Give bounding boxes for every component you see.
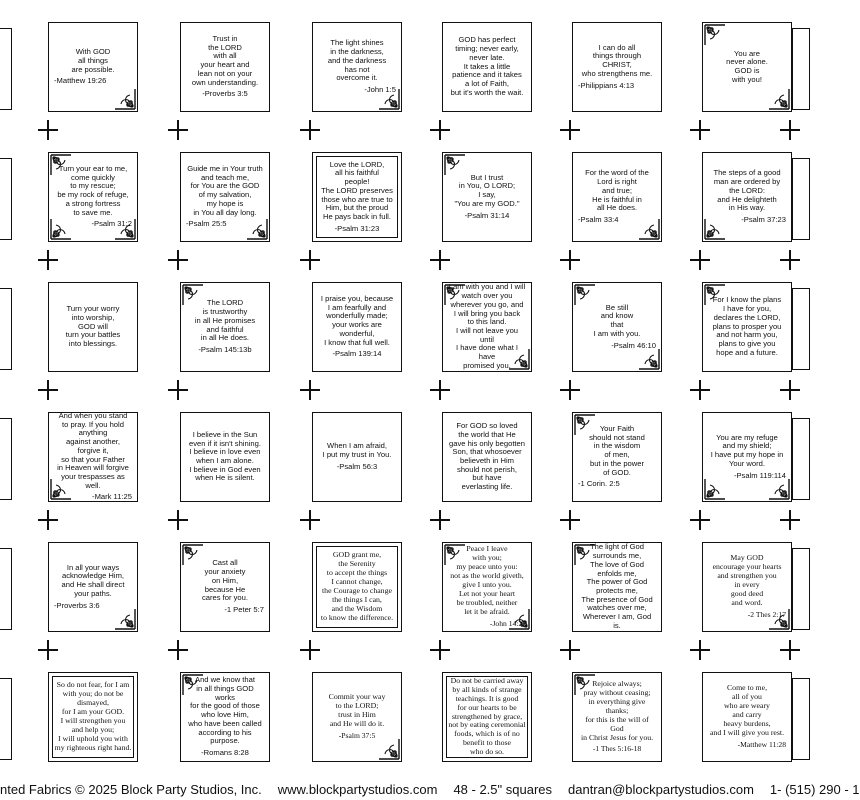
plus-mark-icon <box>560 510 580 530</box>
verse-text: Guide me in Your truth and teach me, for You are the GOD of my salvation, my hope is in You all day long. <box>187 163 263 217</box>
plus-mark-icon <box>168 120 188 140</box>
verse-reference: -1 Thes 5:16-18 <box>592 744 642 754</box>
scripture-square <box>312 152 402 242</box>
scripture-square <box>312 282 402 372</box>
square-frame <box>312 672 402 762</box>
verse-text: For the word of the Lord is right and true; He is faithful in all He does. <box>585 168 649 213</box>
verse-text: Do not be carried away by all kinds of strange teachings. It is good for our hearts to be strengthened by grace, not by eating ceremonial foods, which is of no benefit to those who do so. <box>448 675 526 757</box>
scripture-square <box>702 672 792 762</box>
square-frame <box>48 22 138 112</box>
plus-mark-icon <box>430 380 450 400</box>
square-frame <box>312 282 402 372</box>
plus-mark-icon <box>780 120 800 140</box>
verse-text: The LORD is trustworthy in all He promises and faithful in all He does. <box>194 298 256 343</box>
verse-text: I am with you and I will watch over you wherever you go, and I will bring you back to this land. I will not leave you until I have done what I have promised you. <box>448 282 526 370</box>
square-frame <box>48 282 138 372</box>
scripture-square <box>180 152 270 242</box>
square-frame <box>180 412 270 502</box>
square-frame <box>572 282 662 372</box>
square-frame <box>442 412 532 502</box>
square-frame <box>572 542 662 632</box>
verse-text: Commit your way to the LORD; trust in Him and He will do it. <box>328 692 386 729</box>
edge-square-partial <box>0 288 12 370</box>
scripture-square <box>180 412 270 502</box>
verse-reference: -John 1:5 <box>364 84 396 94</box>
square-frame <box>702 22 792 112</box>
scripture-square <box>702 282 792 372</box>
verse-text: The light shines in the darkness, and the darkness has not overcome it. <box>327 38 387 83</box>
verse-reference: -Philippians 4:13 <box>578 80 635 90</box>
verse-text: So do not fear, for I am with you; do not be dismayed, for I am your GOD. I will strengthen you and help you; I will uphold you with my righteous right hand. <box>54 680 132 752</box>
verse-reference: -Psalm 31:2 <box>91 219 132 229</box>
verse-text: GOD has perfect timing; never early, never late. It takes a little patience and it takes a lot of Faith, but it's worth the wait. <box>450 35 524 97</box>
edge-square-partial <box>792 678 810 760</box>
plus-mark-icon <box>168 380 188 400</box>
scripture-square <box>442 22 532 112</box>
verse-text: Rejoice always; pray without ceasing; in everything give thanks; for this is the will of God in Christ Jesus for you. <box>580 678 654 742</box>
verse-text: Cast all your anxiety on Him, because He cares for you. <box>201 558 248 603</box>
verse-reference: -Psalm 139:14 <box>332 349 382 359</box>
plus-mark-icon <box>690 510 710 530</box>
verse-text: The steps of a good man are ordered by the LORD: and He delighteth in His way. <box>713 168 781 213</box>
verse-reference: -1 Corin. 2:5 <box>578 479 620 489</box>
verse-reference: -Matthew 19:26 <box>54 76 107 86</box>
verse-text: Your Faith should not stand in the wisdom of men, but in the power of GOD. <box>589 423 645 477</box>
verse-text: With GOD all things are possible. <box>71 47 115 74</box>
scripture-square <box>312 412 402 502</box>
plus-mark-icon <box>168 640 188 660</box>
verse-reference: -John 14:27 <box>489 618 526 628</box>
plus-mark-icon <box>168 250 188 270</box>
plus-mark-icon <box>690 250 710 270</box>
verse-reference: -Psalm 31:23 <box>334 223 380 233</box>
phone-text: 1- (515) 290 - 1 <box>769 782 860 797</box>
scripture-square <box>312 22 402 112</box>
verse-reference: -Psalm 25:5 <box>186 219 227 229</box>
square-frame <box>48 542 138 632</box>
plus-mark-icon <box>300 510 320 530</box>
square-frame <box>48 412 138 502</box>
plus-mark-icon <box>38 380 58 400</box>
plus-mark-icon <box>560 250 580 270</box>
square-frame <box>572 22 662 112</box>
square-frame <box>702 672 792 762</box>
verse-text: But I trust in You, O LORD; I say, "You are my GOD." <box>454 172 520 208</box>
square-frame <box>572 412 662 502</box>
plus-mark-icon <box>560 120 580 140</box>
square-frame <box>572 152 662 242</box>
plus-mark-icon <box>780 510 800 530</box>
verse-text: Peace I leave with you; my peace unto you: not as the world giveth, give I unto you. Let not your heart be troubled, neither let it be afraid. <box>450 544 524 616</box>
verse-reference: -Matthew 11:28 <box>737 740 786 749</box>
scripture-square <box>312 672 402 762</box>
plus-mark-icon <box>690 640 710 660</box>
edge-square-partial <box>0 158 12 240</box>
square-frame <box>702 282 792 372</box>
square-frame <box>702 412 792 502</box>
scripture-square <box>180 672 270 762</box>
plus-mark-icon <box>690 120 710 140</box>
scripture-square <box>572 542 662 632</box>
scripture-square <box>702 152 792 242</box>
scripture-square <box>442 152 532 242</box>
plus-mark-icon <box>690 380 710 400</box>
verse-reference: -Psalm 31:14 <box>464 210 510 220</box>
size-info-text: 48 - 2.5" squares <box>453 782 552 797</box>
edge-square-partial <box>792 158 810 240</box>
plus-mark-icon <box>430 510 450 530</box>
edge-square-partial <box>792 28 810 110</box>
scripture-square <box>180 22 270 112</box>
square-frame <box>180 542 270 632</box>
plus-mark-icon <box>300 120 320 140</box>
square-frame <box>180 672 270 762</box>
scripture-square <box>180 542 270 632</box>
plus-mark-icon <box>780 380 800 400</box>
verse-reference: -Proverbs 3:5 <box>202 89 248 99</box>
square-frame <box>702 542 792 632</box>
verse-text: Be still and know that I am with you. <box>593 302 641 338</box>
scripture-square <box>572 22 662 112</box>
edge-square-partial <box>0 548 12 630</box>
verse-text: May GOD encourage your hearts and strengthen you in every good deed and word. <box>712 553 782 608</box>
square-frame <box>180 22 270 112</box>
verse-text: I praise you, because I am fearfully and wonderfully made; your works are wonderful, I know that full well. <box>320 293 394 347</box>
square-frame <box>48 152 138 242</box>
plus-mark-icon <box>168 510 188 530</box>
square-frame <box>442 152 532 242</box>
edge-square-partial <box>0 678 12 760</box>
scripture-square <box>48 22 138 112</box>
scripture-square <box>572 152 662 242</box>
scripture-square <box>702 542 792 632</box>
verse-text: For I know the plans I have for you, declares the LORD, plans to prosper you and not harm you, plans to give you hope and a future. <box>712 295 782 357</box>
verse-reference: -Psalm 119:114 <box>733 470 786 480</box>
verse-text: And we know that in all things GOD works for the good of those who love Him, who have been called according to his purpose. <box>188 675 262 746</box>
plus-mark-icon <box>300 640 320 660</box>
scripture-square <box>442 542 532 632</box>
verse-text: And when you stand to pray. If you hold anything against another, forgive it, so that your Father in Heaven will forgive your trespasses as well. <box>57 410 129 490</box>
square-frame <box>48 672 138 762</box>
verse-reference: -Psalm 37:5 <box>338 731 376 741</box>
plus-mark-icon <box>38 120 58 140</box>
verse-reference: -Psalm 46:10 <box>611 340 656 350</box>
plus-mark-icon <box>780 640 800 660</box>
verse-reference: -2 Thes 2:17 <box>747 610 786 619</box>
plus-mark-icon <box>560 380 580 400</box>
verse-reference: -Psalm 33:4 <box>578 214 619 224</box>
verse-text: When I am afraid, I put my trust in You. <box>322 441 392 460</box>
verse-reference: -Psalm 56:3 <box>336 461 378 471</box>
square-frame <box>180 282 270 372</box>
verse-reference: -Romans 8:28 <box>201 748 249 758</box>
verse-text: Turn your ear to me, come quickly to my rescue; be my rock of refuge, a strong fortress to save me. <box>57 163 129 217</box>
selvage-footer <box>0 780 860 800</box>
plus-mark-icon <box>38 510 58 530</box>
website-text: www.blockpartystudios.com <box>277 782 438 797</box>
scripture-square <box>442 282 532 372</box>
verse-reference: -Psalm 37:23 <box>741 214 786 224</box>
verse-text: In all your ways acknowledge Him, and He shall direct your paths. <box>61 562 125 598</box>
square-frame <box>442 542 532 632</box>
square-frame <box>312 22 402 112</box>
verse-reference: -Mark 11:25 <box>92 492 132 502</box>
scripture-square <box>48 282 138 372</box>
plus-mark-icon <box>430 120 450 140</box>
plus-mark-icon <box>38 640 58 660</box>
copyright-text: nted Fabrics © 2025 Block Party Studios, Inc. <box>0 782 262 797</box>
verse-text: The light of God surrounds me, The love of God enfolds me, The power of God protects me, The presence of God watches over me, Wherever I am, God is. <box>581 542 653 630</box>
plus-mark-icon <box>300 380 320 400</box>
square-frame <box>180 152 270 242</box>
verse-text: For GOD so loved the world that He gave his only begotten Son, that whosoever believeth in Him should not perish, but have everlasting life. <box>449 421 525 492</box>
verse-text: Come to me, all of you who are weary and carry heavy burdens, and I will give you rest. <box>709 683 785 738</box>
verse-text: I can do all things through CHRIST, who strengthens me. <box>581 42 653 78</box>
verse-text: I believe in the Sun even if it isn't shining. I believe in love even when I am alone. I believe in God even when He is silent. <box>189 429 261 483</box>
plus-mark-icon <box>430 640 450 660</box>
verse-reference: -Proverbs 3:6 <box>54 600 100 610</box>
scripture-square <box>702 412 792 502</box>
verse-text: Trust in the LORD with all your heart and lean not on your own understanding. <box>191 33 259 87</box>
edge-square-partial <box>792 418 810 500</box>
scripture-square <box>442 412 532 502</box>
scripture-square <box>48 542 138 632</box>
scripture-square <box>180 282 270 372</box>
square-frame <box>312 412 402 502</box>
edge-square-partial <box>792 548 810 630</box>
verse-reference: -1 Peter 5:7 <box>224 604 264 614</box>
square-frame <box>442 282 532 372</box>
verse-text: You are my refuge and my shield; I have put my hope in Your word. <box>710 432 784 468</box>
verse-text: Love the LORD, all his faithful people! The LORD preserves those who are true to Him, but the proud He pays back in full. <box>321 159 393 221</box>
square-frame <box>572 672 662 762</box>
square-frame <box>702 152 792 242</box>
verse-text: Turn your worry into worship, GOD will turn your battles into blessings. <box>65 304 121 349</box>
edge-square-partial <box>792 288 810 370</box>
scripture-square <box>702 22 792 112</box>
plus-mark-icon <box>300 250 320 270</box>
email-text: dantran@blockpartystudios.com <box>568 782 754 797</box>
edge-square-partial <box>0 418 12 500</box>
scripture-square <box>572 672 662 762</box>
plus-mark-icon <box>430 250 450 270</box>
plus-mark-icon <box>38 250 58 270</box>
scripture-square <box>48 152 138 242</box>
plus-mark-icon <box>560 640 580 660</box>
edge-square-partial <box>0 28 12 110</box>
plus-mark-icon <box>780 250 800 270</box>
square-frame <box>312 152 402 242</box>
scripture-square <box>442 672 532 762</box>
verse-reference: -Psalm 145:13b <box>198 344 252 354</box>
scripture-square <box>48 672 138 762</box>
verse-text: You are never alone. GOD is with you! <box>726 48 768 84</box>
scripture-square <box>572 282 662 372</box>
verse-text: GOD grant me, the Serenity to accept the things I cannot change, the Courage to change the things I can, and the Wisdom to know the difference. <box>320 550 394 622</box>
scripture-square <box>48 412 138 502</box>
scripture-square <box>312 542 402 632</box>
scripture-square <box>572 412 662 502</box>
square-frame <box>442 672 532 762</box>
square-frame <box>442 22 532 112</box>
square-frame <box>312 542 402 632</box>
